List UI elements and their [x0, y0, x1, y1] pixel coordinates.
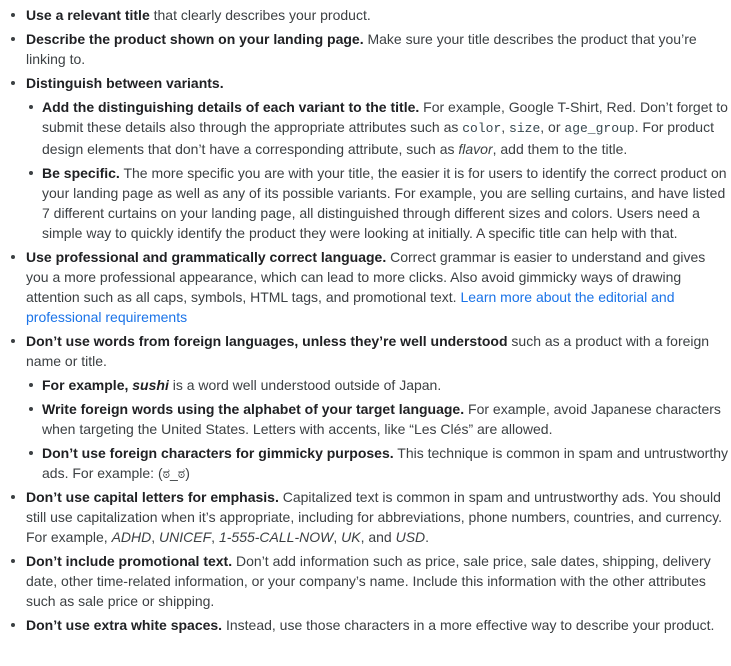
- guideline-heading: Distinguish between variants.: [26, 75, 224, 91]
- guideline-item: [0, 5, 731, 25]
- separator-text: ,: [501, 119, 510, 135]
- separator-text: .: [425, 529, 430, 545]
- bullet-icon: [29, 383, 33, 387]
- example-adhd: ADHD: [111, 529, 152, 545]
- sub-guideline-item: [26, 163, 731, 243]
- guideline-heading: Don’t use words from foreign languages, unless they’re well understood: [26, 333, 508, 349]
- bullet-icon: [11, 559, 15, 563]
- sub-guideline-text: For example, avoid Japanese characters when targeting the United States. Letters with accents, like “Les Clés” are allowed.: [42, 401, 721, 437]
- separator-text: , and: [360, 529, 396, 545]
- bullet-icon: [29, 451, 33, 455]
- sub-guideline-item: [26, 97, 731, 159]
- sub-guideline-heading: Don’t use foreign characters for gimmicky purposes.: [42, 445, 394, 461]
- guideline-text: such as a product with a foreign name or title.: [26, 333, 710, 369]
- guideline-text: Don’t add information such as price, sale price, sale dates, shipping, delivery date, other time-related information, or your company’s name. Include this information with the other attributes such as sale price or shipping.: [26, 553, 711, 609]
- guideline-item: [0, 73, 731, 243]
- bullet-icon: [11, 81, 15, 85]
- guideline-item: [0, 29, 731, 69]
- attribute-code-color: color: [462, 121, 502, 136]
- bullet-icon: [29, 105, 33, 109]
- bullet-icon: [11, 339, 15, 343]
- guideline-text: Instead, use those characters in a more effective way to describe your product.: [222, 617, 715, 633]
- guideline-item: [0, 331, 731, 483]
- sub-guideline-heading: Write foreign words using the alphabet of your target language.: [42, 401, 465, 417]
- sub-guideline-item: [26, 375, 731, 395]
- example-usd: USD: [395, 529, 426, 545]
- sub-guideline-heading: For example,: [42, 377, 133, 393]
- guideline-heading: Don’t include promotional text.: [26, 553, 233, 569]
- guideline-text: Correct grammar is easier to understand and gives you a more professional appearance, which can lead to more clicks. Also avoid gimmicky ways of drawing attention such as all caps, symbols, HTML tags, and promotional text.: [26, 249, 706, 305]
- bullet-icon: [11, 623, 15, 627]
- guideline-heading: Don’t use capital letters for emphasis.: [26, 489, 279, 505]
- guideline-item: [0, 487, 731, 547]
- sub-guideline-text: is a word well understood outside of Japan.: [168, 377, 442, 393]
- bullet-icon: [11, 37, 15, 41]
- sub-guideline-heading: Be specific.: [42, 165, 120, 181]
- bullet-icon: [11, 255, 15, 259]
- guideline-text: Make sure your title describes the product that you’re linking to.: [26, 31, 697, 67]
- bullet-icon: [29, 407, 33, 411]
- bullet-icon: [11, 495, 15, 499]
- guideline-item: [0, 615, 731, 635]
- separator-text: ,: [333, 529, 342, 545]
- sub-guideline-item: [26, 399, 731, 439]
- sub-guideline-text: For example, Google T-Shirt, Red. Don’t forget to submit these details also through the appropriate attributes such as: [42, 99, 728, 135]
- separator-text: ,: [151, 529, 160, 545]
- editorial-requirements-link[interactable]: Learn more about the editorial and professional requirements: [26, 289, 675, 325]
- sub-guideline-item: [26, 443, 731, 483]
- separator-text: , or: [540, 119, 565, 135]
- example-unicef: UNICEF: [159, 529, 212, 545]
- attribute-code-age-group: age_group: [564, 121, 635, 136]
- sushi-example: sushi: [132, 377, 169, 393]
- sub-guideline-text: This technique is common in spam and untrustworthy ads. For example: (ಠ_ಠ): [42, 445, 729, 481]
- guideline-list: [0, 5, 731, 635]
- foreign-sublist: [26, 375, 731, 483]
- guideline-heading: Use a relevant title: [26, 7, 150, 23]
- bullet-icon: [11, 13, 15, 17]
- flavor-example: flavor: [458, 141, 493, 157]
- example-phone: 1-555-CALL-NOW: [218, 529, 334, 545]
- guideline-text: that clearly describes your product.: [149, 7, 371, 23]
- bullet-icon: [29, 171, 33, 175]
- attribute-code-size: size: [509, 121, 541, 136]
- guideline-heading: Don’t use extra white spaces.: [26, 617, 223, 633]
- guideline-heading: Use professional and grammatically correct language.: [26, 249, 387, 265]
- guideline-heading: Describe the product shown on your landing page.: [26, 31, 364, 47]
- guideline-text: Capitalized text is common in spam and untrustworthy ads. You should still use capitalization when it’s appropriate, including for abbreviations, phone numbers, countries, and currency. For example,: [26, 489, 722, 545]
- sub-guideline-text: , add them to the title.: [492, 141, 628, 157]
- example-uk: UK: [341, 529, 361, 545]
- separator-text: ,: [211, 529, 219, 545]
- sub-guideline-text: The more specific you are with your title, the easier it is for users to identify the correct product on your landing page as well as any of its possible variants. For example, you are selling curtains, and have listed 7 different curtains on your landing page, all distinguished through different sizes and colors. Users need a simple way to quickly identify the product they were looking at initially. A specific title can help with that.: [42, 165, 727, 241]
- guideline-item: [0, 247, 731, 327]
- variant-sublist: [26, 97, 731, 243]
- guideline-item: [0, 551, 731, 611]
- sub-guideline-heading: Add the distinguishing details of each variant to the title.: [42, 99, 420, 115]
- sub-guideline-text: . For product design elements that don’t have a corresponding attribute, such as: [42, 119, 714, 157]
